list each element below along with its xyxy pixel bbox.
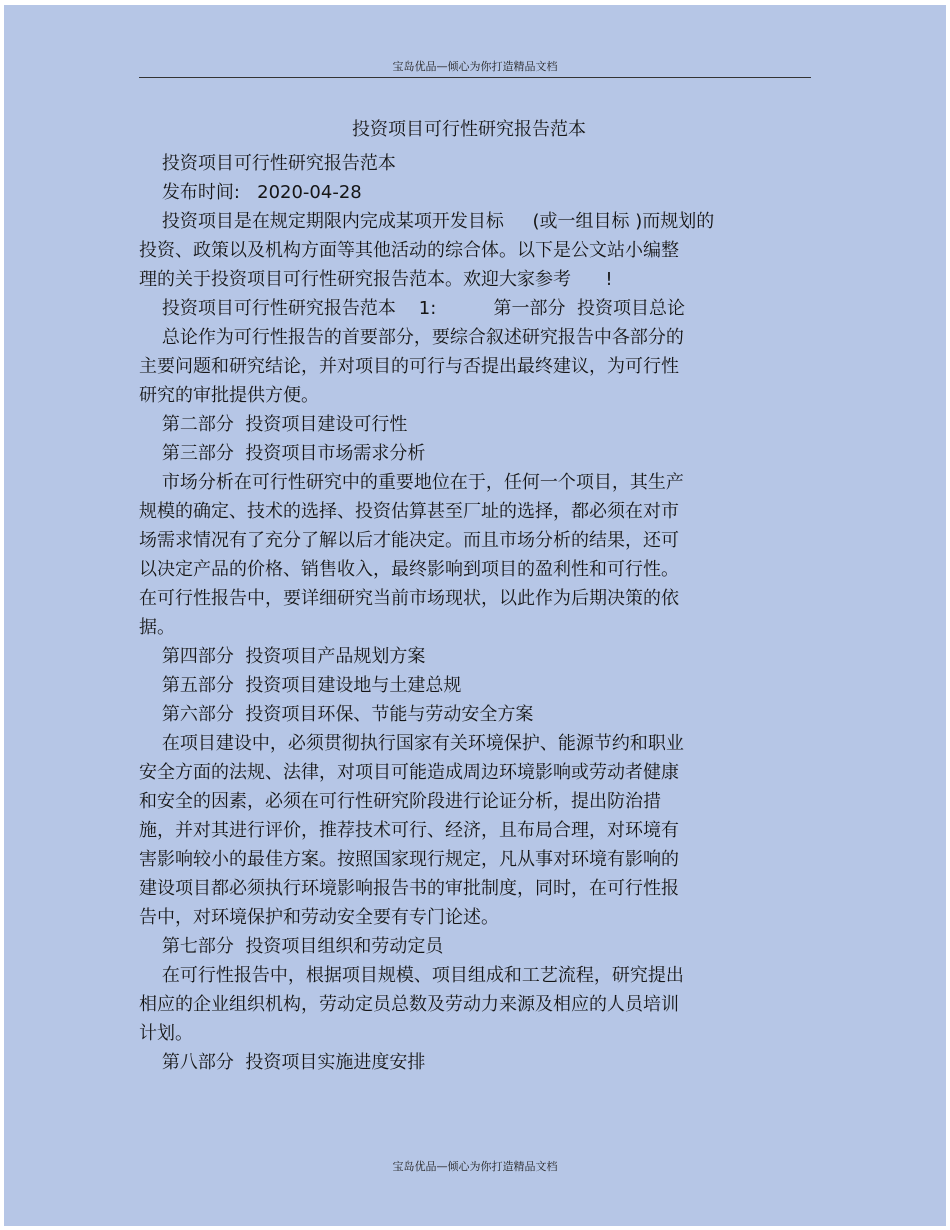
text-line: 投资项目可行性研究报告范本 1: 第一部分 投资项目总论 [139, 298, 685, 319]
text-line: 研究的审批提供方便。 [139, 385, 319, 406]
text-line: 安全方面的法规、法律，对项目可能造成周边环境影响或劳动者健康 [139, 762, 679, 783]
text-line: 第七部分 投资项目组织和劳动定员 [139, 936, 444, 957]
text-line: 建设项目都必须执行环境影响报告书的审批制度，同时，在可行性报 [139, 878, 679, 899]
document-title: 投资项目可行性研究报告范本 [352, 119, 586, 140]
text-line: 规模的确定、技术的选择、投资估算甚至厂址的选择，都必须在对市 [139, 501, 679, 522]
text-line: 相应的企业组织机构，劳动定员总数及劳动力来源及相应的人员培训 [139, 994, 679, 1015]
text-line: 据。 [139, 617, 175, 638]
text-line: 第三部分 投资项目市场需求分析 [139, 443, 426, 464]
text-line: 第二部分 投资项目建设可行性 [139, 414, 408, 435]
text-line: 第八部分 投资项目实施进度安排 [139, 1052, 426, 1073]
text-line: 在项目建设中，必须贯彻执行国家有关环境保护、能源节约和职业 [139, 733, 684, 754]
text-line: 和安全的因素，必须在可行性研究阶段进行论证分析，提出防治措 [139, 791, 661, 812]
text-line: 在可行性报告中，要详细研究当前市场现状，以此作为后期决策的依 [139, 588, 679, 609]
header-divider [139, 77, 811, 78]
text-line: 总论作为可行性报告的首要部分，要综合叙述研究报告中各部分的 [139, 327, 684, 348]
text-line: 理的关于投资项目可行性研究报告范本。欢迎大家参考 ! [139, 269, 613, 290]
text-line: 投资项目可行性研究报告范本 [139, 153, 396, 174]
text-line: 场需求情况有了充分了解以后才能决定。而且市场分析的结果，还可 [139, 530, 679, 551]
text-line: 害影响较小的最佳方案。按照国家现行规定，凡从事对环境有影响的 [139, 849, 679, 870]
text-line: 主要问题和研究结论，并对项目的可行与否提出最终建议，为可行性 [139, 356, 679, 377]
page-footer: 宝岛优品—倾心为你打造精品文档 [392, 1160, 558, 1173]
document-body [139, 149, 779, 1077]
text-line: 第六部分 投资项目环保、节能与劳动安全方案 [139, 704, 534, 725]
text-line: 第四部分 投资项目产品规划方案 [139, 646, 426, 667]
text-line: 计划。 [139, 1023, 193, 1044]
text-line: 告中，对环境保护和劳动安全要有专门论述。 [139, 907, 499, 928]
text-line: 投资项目是在规定期限内完成某项开发目标 (或一组目标 )而规划的 [139, 211, 715, 232]
text-line: 施，并对其进行评价，推荐技术可行、经济，且布局合理，对环境有 [139, 820, 679, 841]
document-page [4, 5, 946, 1226]
text-line: 发布时间: 2020-04-28 [139, 182, 362, 203]
text-line: 以决定产品的价格、销售收入，最终影响到项目的盈利性和可行性。 [139, 559, 679, 580]
text-line: 投资、政策以及机构方面等其他活动的综合体。以下是公文站小编整 [139, 240, 679, 261]
page-header: 宝岛优品—倾心为你打造精品文档 [392, 60, 558, 73]
text-line: 市场分析在可行性研究中的重要地位在于，任何一个项目，其生产 [139, 472, 684, 493]
text-line: 第五部分 投资项目建设地与土建总规 [139, 675, 462, 696]
text-line: 在可行性报告中，根据项目规模、项目组成和工艺流程，研究提出 [139, 965, 684, 986]
